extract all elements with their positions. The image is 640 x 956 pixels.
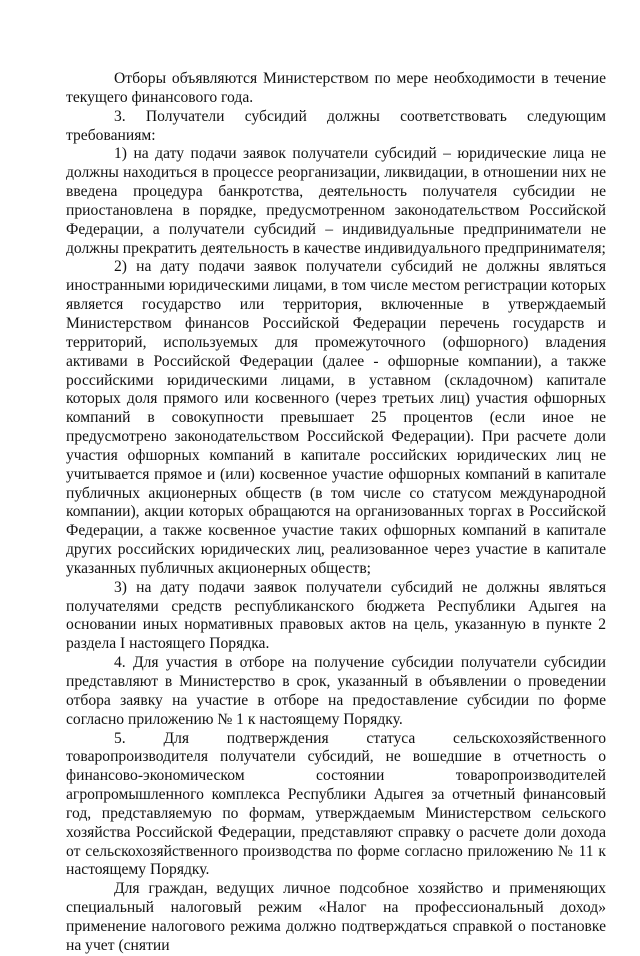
paragraph-item-4: 4. Для участия в отборе на получение субсидии получатели субсидии представляют в Министерство в срок, указанный в объявлении о проведении отбора заявку на участие в отборе на предоставление субсидии по форме согласно приложению № 1 к настоящему Порядку. (66, 654, 606, 728)
paragraph-selection-timing: Отборы объявляются Министерством по мере необходимости в течение текущего финансового года. (66, 70, 606, 106)
paragraph-requirement-1: 1) на дату подачи заявок получатели субсидий – юридические лица не должны находиться в процессе реорганизации, ликвидации, в отношении них не введена процедура банкротства, деятельность получателя субсидии не приостановлена в порядке, предусмотренном законодательством Российской Федерации, а получатели субсидий – индивидуальные предприниматели не должны прекратить деятельность в качестве индивидуального предпринимателя; (66, 145, 606, 257)
paragraph-item-5: 5. Для подтверждения статуса сельскохозяйственного товаропроизводителя получатели субсидий, не вошедшие в отчетность о финансово-экономическом состоянии товаропроизводителей агропромышленного комплекса Республики Адыгея за отчетный финансовый год, представляемую по формам, утверждаемым Министерством сельского хозяйства Российской Федерации, представляют справку о расчете доли дохода от сельскохозяйственного производства по форме согласно приложению № 11 к настоящему Порядку. (66, 729, 606, 879)
paragraph-requirement-2: 2) на дату подачи заявок получатели субсидий не должны являться иностранными юридическими лицами, в том числе местом регистрации которых является государство или территория, включенные в утверждаемый Министерством финансов Российской Федерации перечень государств и территорий, используемых для промежуточного (офшорного) владения активами в Российской Федерации (далее - офшорные компании), а также российскими юридическими лицами, в уставном (складочном) капитале которых доля прямого или косвенного (через третьих лиц) участия офшорных компаний в совокупности превышает 25 процентов (если иное не предусмотрено законодательством Российской Федерации). При расчете доли участия офшорных компаний в капитале российских юридических лиц не учитывается прямое и (или) косвенное участие офшорных компаний в капитале публичных акционерных обществ (в том числе со статусом международной компании), акции которых обращаются на организованных торгах в Российской Федерации, а также косвенное участие таких офшорных компаний в капитале других российских юридических лиц, реализованное через участие в капитале указанных публичных акционерных обществ; (66, 258, 606, 577)
document-body (66, 70, 606, 956)
paragraph-requirement-3: 3) на дату подачи заявок получатели субсидий не должны являться получателями средств республиканского бюджета Республики Адыгея на основании иных нормативных правовых актов на цель, указанную в пункте 2 раздела I настоящего Порядка. (66, 578, 606, 653)
paragraph-recipient-requirements: 3. Получатели субсидий должны соответствовать следующим требованиям: (66, 107, 606, 144)
paragraph-citizens-tax-regime: Для граждан, ведущих личное подсобное хозяйство и применяющих специальный налоговый режим «Налог на профессиональный доход» применение налогового режима должно подтверждаться справкой о постановке на учет (снятии (66, 880, 606, 954)
